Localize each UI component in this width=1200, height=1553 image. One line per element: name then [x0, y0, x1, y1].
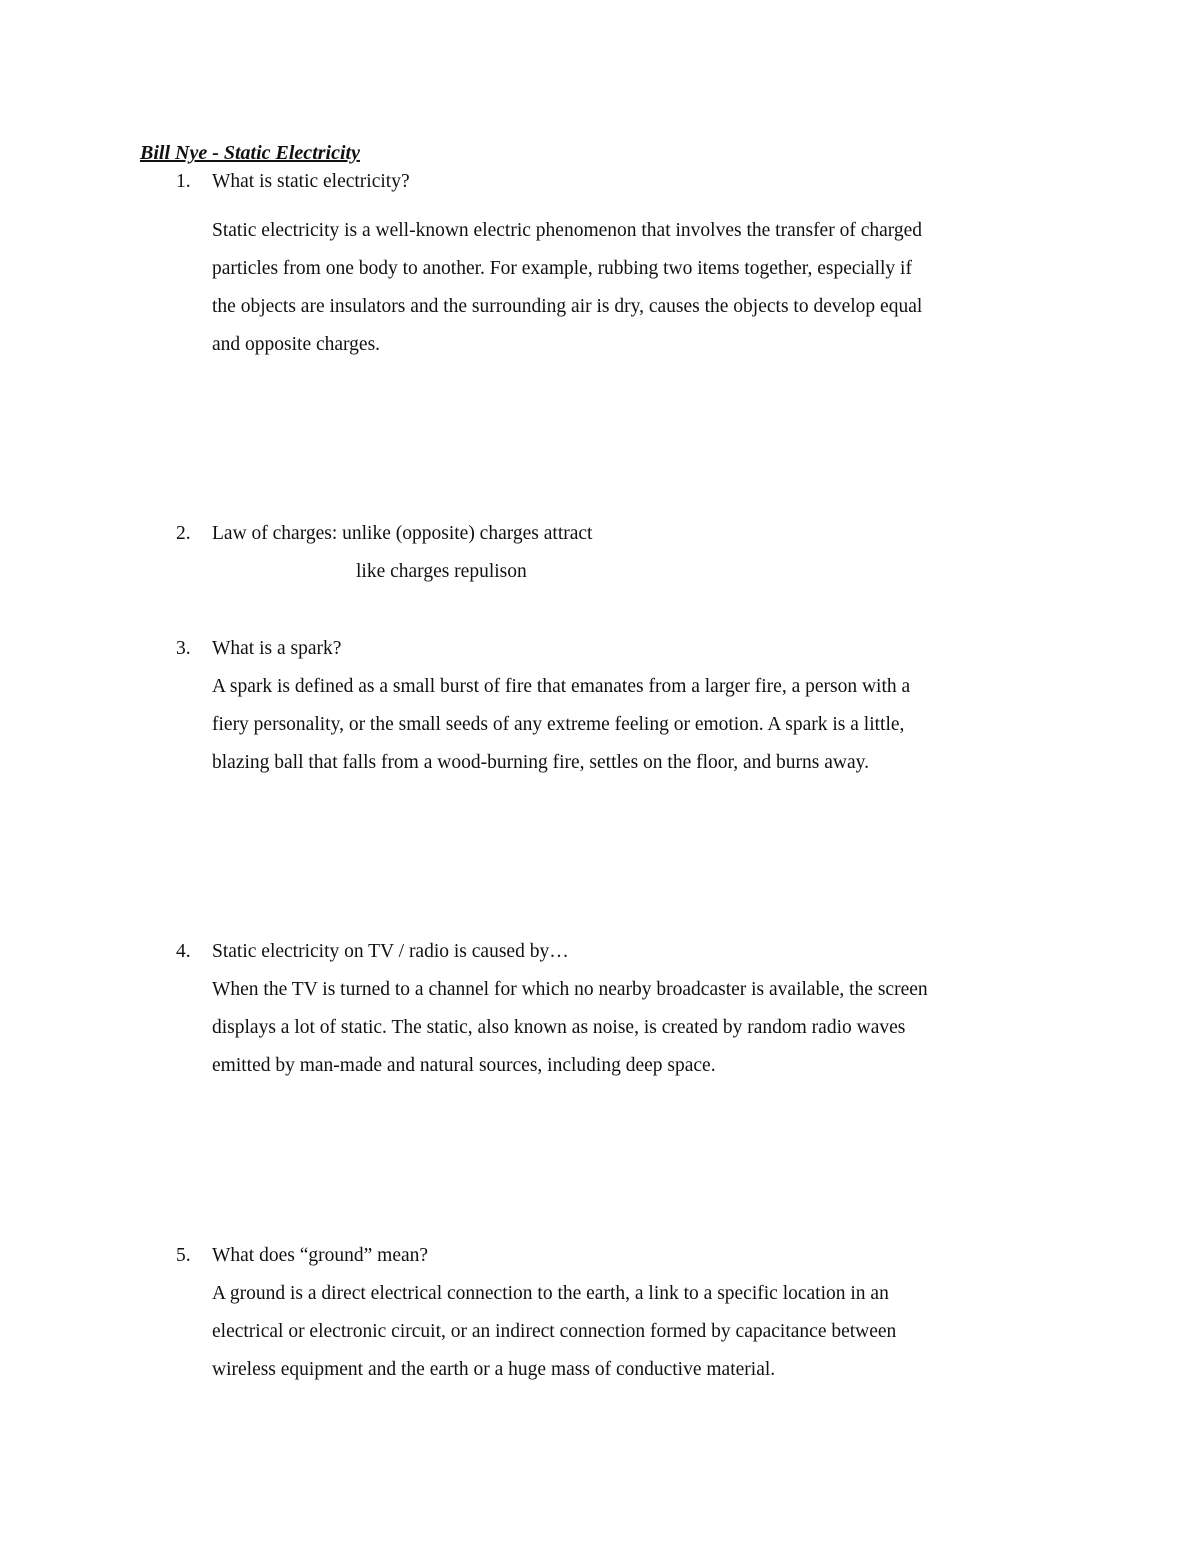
question-answer	[212, 668, 1072, 782]
answer-line: wireless equipment and the earth or a huge mass of conductive material.	[212, 1359, 776, 1380]
answer-line: A ground is a direct electrical connection to the earth, a link to a specific location in an	[212, 1283, 889, 1304]
answer-line: the objects are insulators and the surrounding air is dry, causes the objects to develop equal	[212, 296, 923, 317]
answer-line: Static electricity is a well-known electric phenomenon that involves the transfer of charged	[212, 220, 923, 241]
question-answer	[212, 212, 1072, 364]
question-number: 3.	[176, 638, 191, 659]
answer-line: electrical or electronic circuit, or an indirect connection formed by capacitance between	[212, 1321, 897, 1342]
law-second-line: like charges repulison	[356, 561, 527, 582]
question-number: 2.	[176, 523, 191, 544]
answer-line: particles from one body to another. For example, rubbing two items together, especially if	[212, 258, 912, 279]
answer-line: fiery personality, or the small seeds of any extreme feeling or emotion. A spark is a little,	[212, 714, 905, 735]
question-number: 4.	[176, 941, 191, 962]
question-prompt: What does “ground” mean?	[212, 1245, 429, 1266]
question-answer	[212, 971, 1072, 1085]
question-answer	[212, 1275, 1072, 1389]
answer-line: emitted by man-made and natural sources, including deep space.	[212, 1055, 716, 1076]
answer-line: A spark is defined as a small burst of fire that emanates from a larger fire, a person with a	[212, 676, 911, 697]
question-prompt: Static electricity on TV / radio is caused by…	[212, 941, 569, 962]
answer-line: When the TV is turned to a channel for which no nearby broadcaster is available, the screen	[212, 979, 928, 1000]
question-number: 5.	[176, 1245, 191, 1266]
document-title: Bill Nye - Static Electricity	[140, 142, 360, 164]
question-prompt: What is static electricity?	[212, 171, 410, 192]
question-number: 1.	[176, 171, 191, 192]
question-prompt: What is a spark?	[212, 638, 342, 659]
answer-line: displays a lot of static. The static, also known as noise, is created by random radio waves	[212, 1017, 906, 1038]
answer-line: and opposite charges.	[212, 334, 381, 355]
answer-line: blazing ball that falls from a wood-burning fire, settles on the floor, and burns away.	[212, 752, 869, 773]
question-prompt: Law of charges: unlike (opposite) charges attract	[212, 523, 593, 544]
